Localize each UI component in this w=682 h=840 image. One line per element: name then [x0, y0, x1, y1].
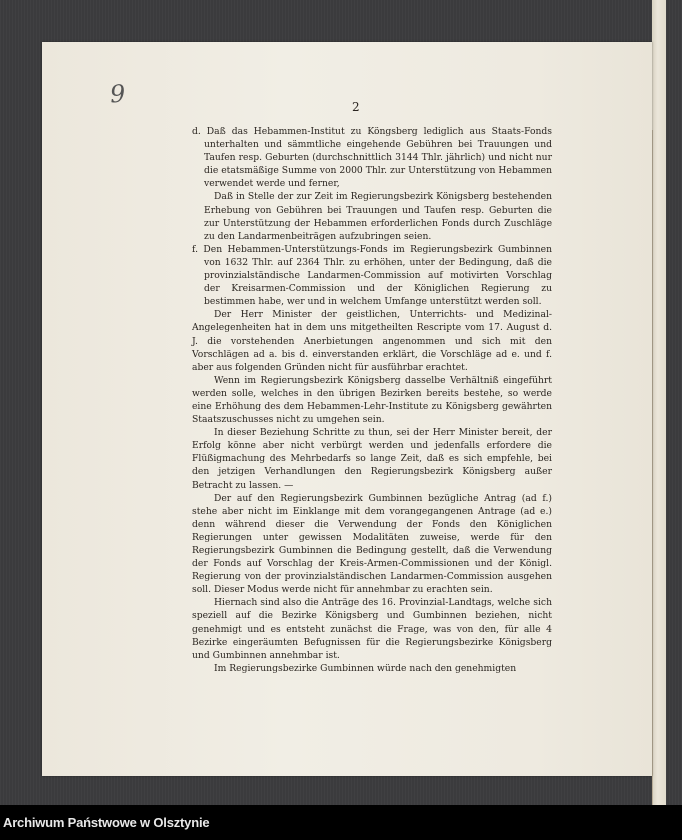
paragraph-gumbinnen-antrag: Der auf den Regierungsbezirk Gumbinnen bezügliche Antrag (ad f.) stehe aber nicht im Einklange mit dem vorangegangenen Antrage (ad e.) denn während dieser die Verwendung der Fonds den Königlichen Regierungen unter gewissen Modalitäten zuweise, werde für den Regierungsbezirk Gumbinnen die Bedingung gestellt, daß die Verwendung der Fonds auf Vorschlag der Kreis-Armen-Commissionen und der Königl. Regierung von der provinzialständischen Landarmen-Commission ausgehen soll. Dieser Modus werde nicht für annehmbar zu erachten sein. [192, 492, 552, 596]
document-body-text [192, 125, 552, 675]
printed-page-number: 2 [352, 100, 360, 114]
paragraph-continuation: Im Regierungsbezirke Gumbinnen würde nach den genehmigten [214, 662, 517, 674]
paragraph-koenigsberg: Wenn im Regierungsbezirk Königsberg dasselbe Verhältniß eingeführt werden solle, welches in den übrigen Bezirken bereits bestehe, so werde eine Erhöhung des dem Hebammen-Lehr-Institute zu Königsberg gewährten Staatszuschusses nicht zu umgehen sein. [192, 374, 552, 426]
paragraph-item-e: Daß in Stelle der zur Zeit im Regierungsbezirk Königsberg bestehenden Erhebung von Gebühren bei Trauungen und Taufen resp. Geburten die zur Unterstützung der Hebammen erforderlichen Fonds durch Zuschläge zu den Landarmenbeiträgen aufzubringen seien. [204, 191, 552, 242]
paragraph-item-f: f. Den Hebammen-Unterstützungs-Fonds im Regierungsbezirk Gumbinnen von 1632 Thlr. auf 2364 Thlr. zu erhöhen, unter der Bedingung, daß die provinzialständische Landarmen-Commission auf motivirten Vorschlag der Kreisarmen-Commission und der Königlichen Regierung zu bestimmen habe, wer und in welchem Umfange unterstützt werden soll. [192, 243, 552, 308]
handwritten-folio-number: 9 [109, 79, 127, 109]
adjacent-page-edge [652, 0, 666, 805]
document-page [42, 42, 652, 776]
page-fold-line [652, 130, 653, 810]
paragraph-hiernach: Hiernach sind also die Anträge des 16. Provinzial-Landtags, welche sich speziell auf die Bezirke Königsberg und Gumbinnen beziehen, nicht genehmigt und es entsteht zunächst die Frage, was von den, für alle 4 Bezirke eingeräumten Befugnissen für die Regierungsbezirke Königsberg und Gumbinnen annehmbar ist. [192, 597, 552, 661]
paragraph-item-d: d. Daß das Hebammen-Institut zu Köngsberg lediglich aus Staats-Fonds unterhalten und sämmtliche eingehende Gebühren bei Trauungen und Taufen resp. Geburten (durchschnittlich 3144 Thlr. jährlich) und nicht nur die etatsmäßige Summe von 2000 Thlr. zur Unterstützung von Hebammen verwendet werde und ferner, [192, 126, 552, 190]
archive-footer [0, 805, 682, 840]
archive-name: Archiwum Państwowe w Olsztynie [3, 815, 210, 830]
paragraph-minister-rescript: Der Herr Minister der geistlichen, Unterrichts- und Medizinal-Angelegenheiten hat in dem uns mitgetheilten Rescripte vom 17. August d. J. die vorstehenden Anerbietungen angenommen und sich mit den Vorschlägen ad a. bis d. einverstanden erklärt, die Vorschläge ad e. und f. aber aus folgenden Gründen nicht für ausführbar erachtet. [192, 309, 552, 373]
paragraph-minister-steps: In dieser Beziehung Schritte zu thun, sei der Herr Minister bereit, der Erfolg könne aber nicht verbürgt werden und jedenfalls erfordere die Flüßigmachung des Mehrbedarfs so lange Zeit, daß es sich empfehle, bei den jetzigen Verhandlungen den Regierungsbezirk Königsberg außer Betracht zu lassen. — [192, 427, 552, 491]
